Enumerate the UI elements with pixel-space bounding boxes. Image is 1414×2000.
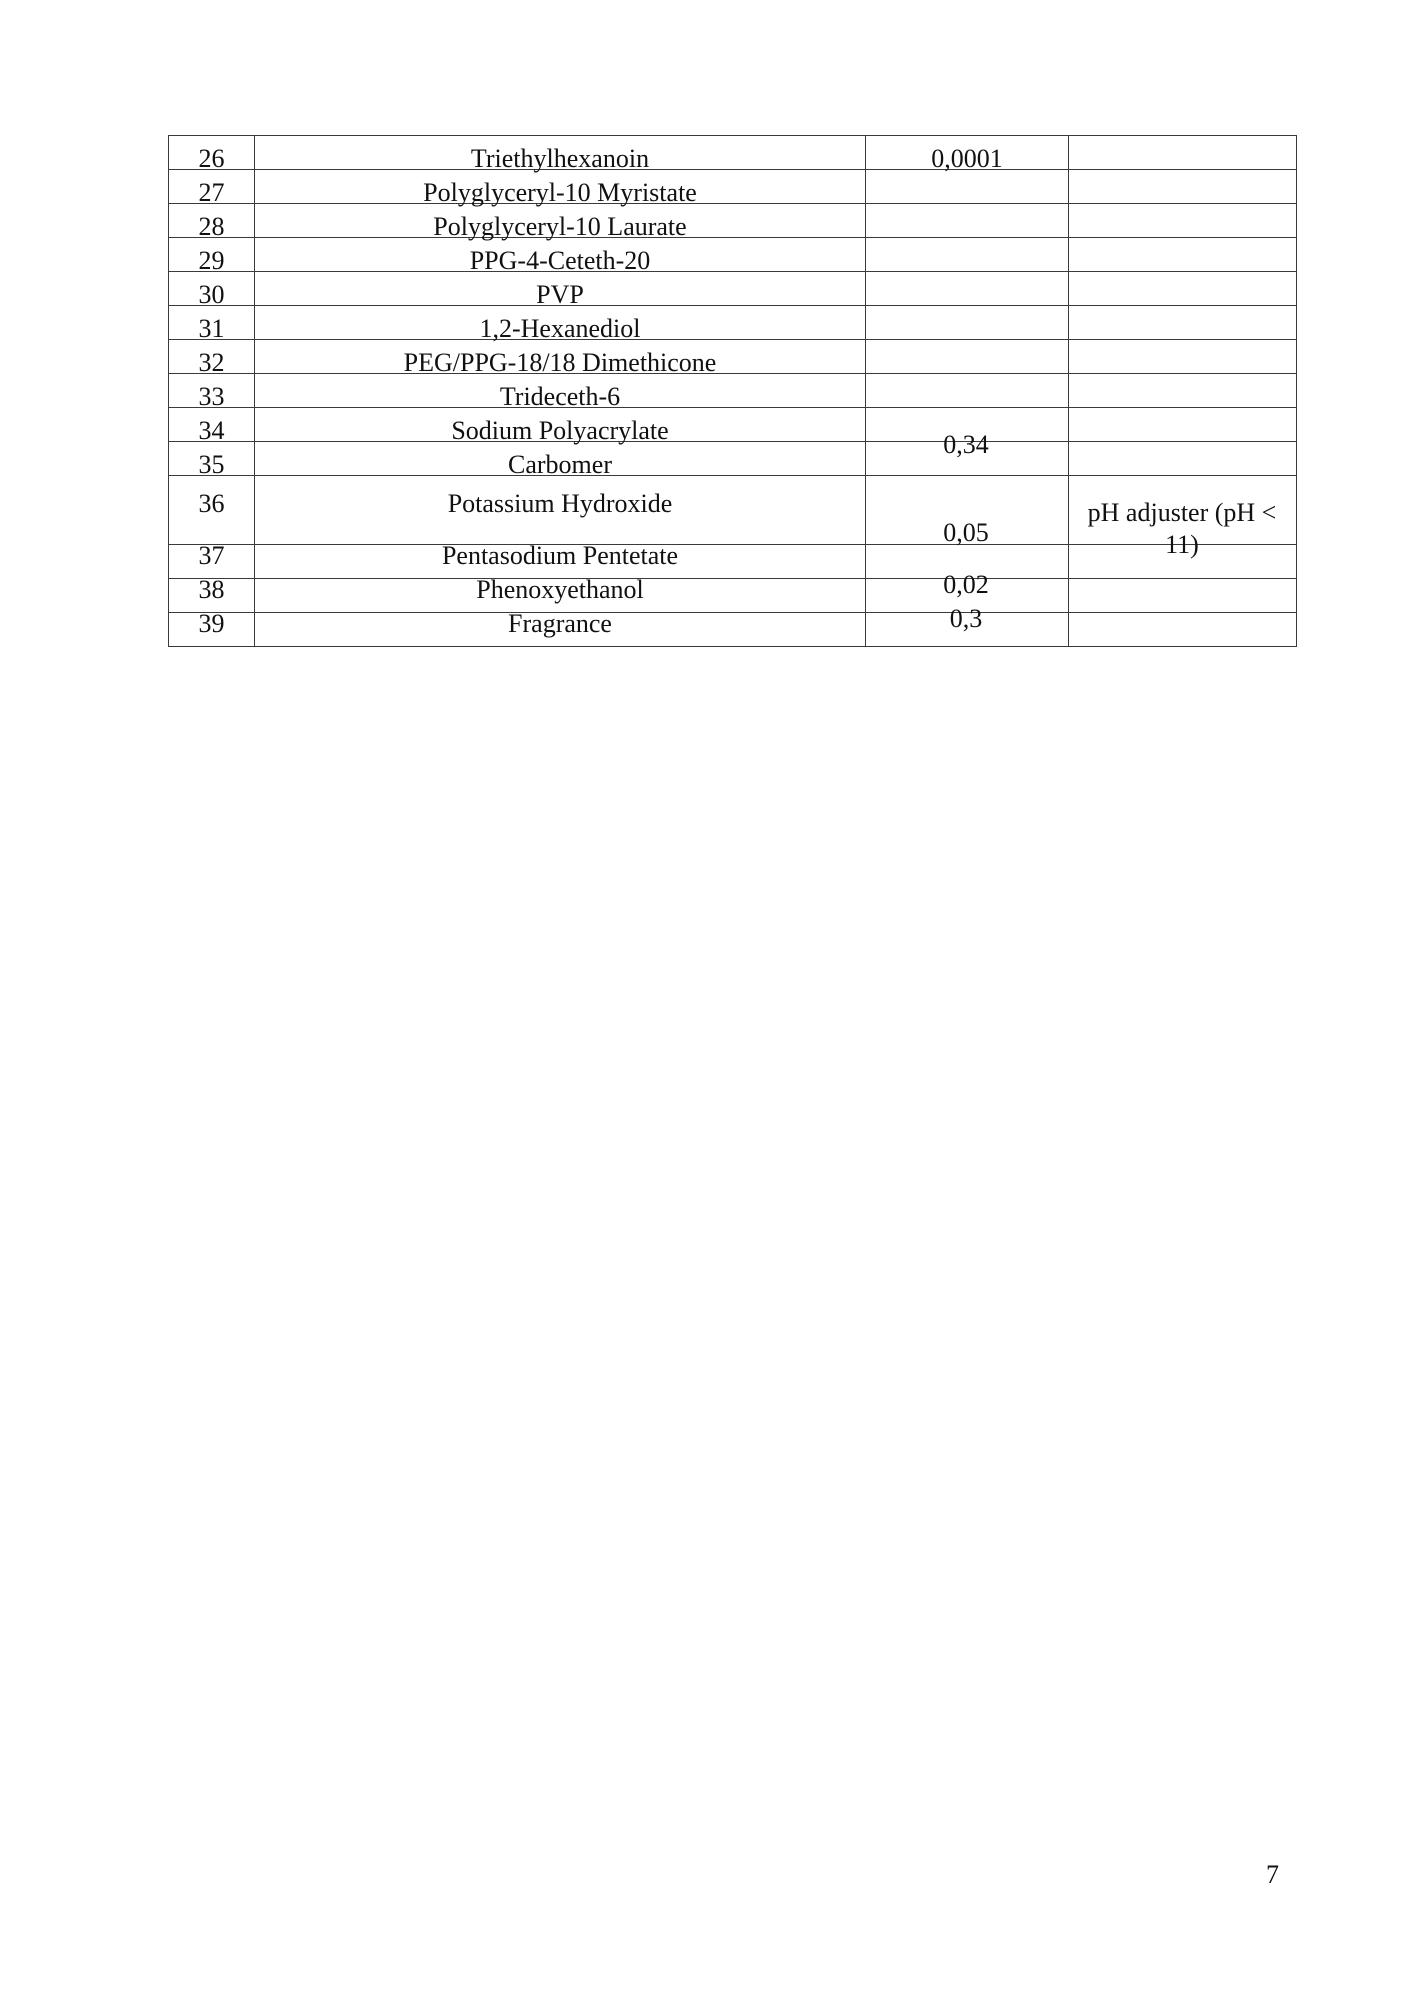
value-cell [866, 374, 1069, 408]
phenoxyethanol-value: 0,3 [949, 604, 983, 633]
ingredient-cell [255, 272, 866, 309]
row-number: 32 [198, 348, 225, 377]
row-number-cell [169, 204, 255, 241]
sodium-polyacrylate-carbomer-value: 0,34 [943, 430, 989, 459]
ingredient-name: Polyglyceryl-10 Laurate [433, 212, 687, 241]
value-cell [866, 340, 1069, 374]
note-cell [1069, 136, 1297, 170]
potassium-hydroxide-value: 0,05 [943, 518, 989, 547]
table-row [169, 170, 1297, 204]
row-number: 36 [198, 489, 225, 518]
table-row [169, 136, 1297, 170]
note-cell [1069, 374, 1297, 408]
row-number-cell [169, 609, 255, 647]
row-number: 37 [198, 541, 225, 570]
table-row [169, 374, 1297, 408]
value-cell [866, 306, 1069, 340]
note-cell [1069, 306, 1297, 340]
row-number: 29 [198, 246, 225, 275]
row-number: 38 [198, 575, 225, 604]
ingredient-cell [255, 374, 866, 411]
row-number-cell [169, 136, 255, 173]
row-number: 33 [198, 382, 225, 411]
note-cell [1069, 204, 1297, 238]
potassium-hydroxide-note: pH adjuster (pH < 11) [1087, 498, 1277, 559]
ingredient-cell [255, 408, 866, 445]
ingredient-name: Trideceth-6 [499, 382, 621, 411]
page-number: 7 [1266, 1860, 1279, 1889]
row-number: 28 [198, 212, 225, 241]
ingredient-table [168, 135, 1297, 647]
row-number: 35 [198, 450, 225, 479]
note-cell [1069, 340, 1297, 374]
ingredient-cell [255, 476, 866, 545]
ingredient-name: Carbomer [508, 450, 612, 479]
ingredient-cell [255, 136, 866, 173]
ingredient-name: PEG/PPG-18/18 Dimethicone [403, 348, 717, 377]
ingredient-name: Potassium Hydroxide [447, 489, 673, 518]
row-number: 27 [198, 178, 225, 207]
ingredient-name: Pentasodium Pentetate [441, 541, 679, 570]
note-cell [1069, 238, 1297, 272]
ingredient-cell [255, 170, 866, 207]
row-number: 34 [198, 416, 225, 445]
note-cell [1069, 408, 1297, 442]
row-number: 26 [198, 144, 225, 173]
table-row [169, 204, 1297, 238]
row-number: 39 [198, 609, 225, 638]
note-cell [1069, 170, 1297, 204]
row-number-cell [169, 442, 255, 479]
note-cell [1069, 442, 1297, 476]
ingredient-name: Triethylhexanoin [470, 144, 650, 173]
ingredient-name: PPG-4-Ceteth-20 [469, 246, 651, 275]
ingredient-cell [255, 306, 866, 343]
value-cell [866, 204, 1069, 238]
ingredient-name: Fragrance [508, 609, 612, 638]
table-row [169, 442, 1297, 476]
note-cell [1069, 613, 1297, 647]
row-number-cell [169, 340, 255, 377]
ingredient-cell [255, 238, 866, 275]
row-number: 31 [198, 314, 225, 343]
ingredient-cell [255, 204, 866, 241]
row-number-cell [169, 408, 255, 445]
row-number: 30 [198, 280, 225, 309]
row-number-cell [169, 374, 255, 411]
ingredient-name: Sodium Polyacrylate [451, 416, 669, 445]
ingredient-cell [255, 575, 866, 613]
value-cell [866, 238, 1069, 272]
table-row [169, 613, 1297, 647]
table-row [169, 306, 1297, 340]
row-number-cell [169, 541, 255, 579]
row-number-cell [169, 306, 255, 343]
ingredient-cell [255, 541, 866, 579]
table-row [169, 579, 1297, 613]
row-number-cell [169, 170, 255, 207]
value-cell [866, 272, 1069, 306]
row-number-cell [169, 575, 255, 613]
ingredient-cell [255, 340, 866, 377]
table-row [169, 340, 1297, 374]
ingredient-cell [255, 609, 866, 647]
row-number-cell [169, 272, 255, 309]
row-number-cell [169, 476, 255, 545]
table-row [169, 408, 1297, 442]
ingredient-name: PVP [536, 280, 584, 309]
ingredient-name: Polyglyceryl-10 Myristate [423, 178, 697, 207]
ingredient-name: 1,2-Hexanediol [479, 314, 641, 343]
note-cell [1069, 579, 1297, 613]
ingredient-name: Phenoxyethanol [476, 575, 644, 604]
table-row [169, 272, 1297, 306]
table-row [169, 238, 1297, 272]
note-cell [1069, 272, 1297, 306]
pentasodium-pentetate-value: 0,02 [943, 570, 989, 599]
value-cell [866, 136, 1069, 173]
ingredient-value: 0,0001 [931, 144, 1003, 173]
row-number-cell [169, 238, 255, 275]
ingredient-cell [255, 442, 866, 479]
value-cell [866, 170, 1069, 204]
